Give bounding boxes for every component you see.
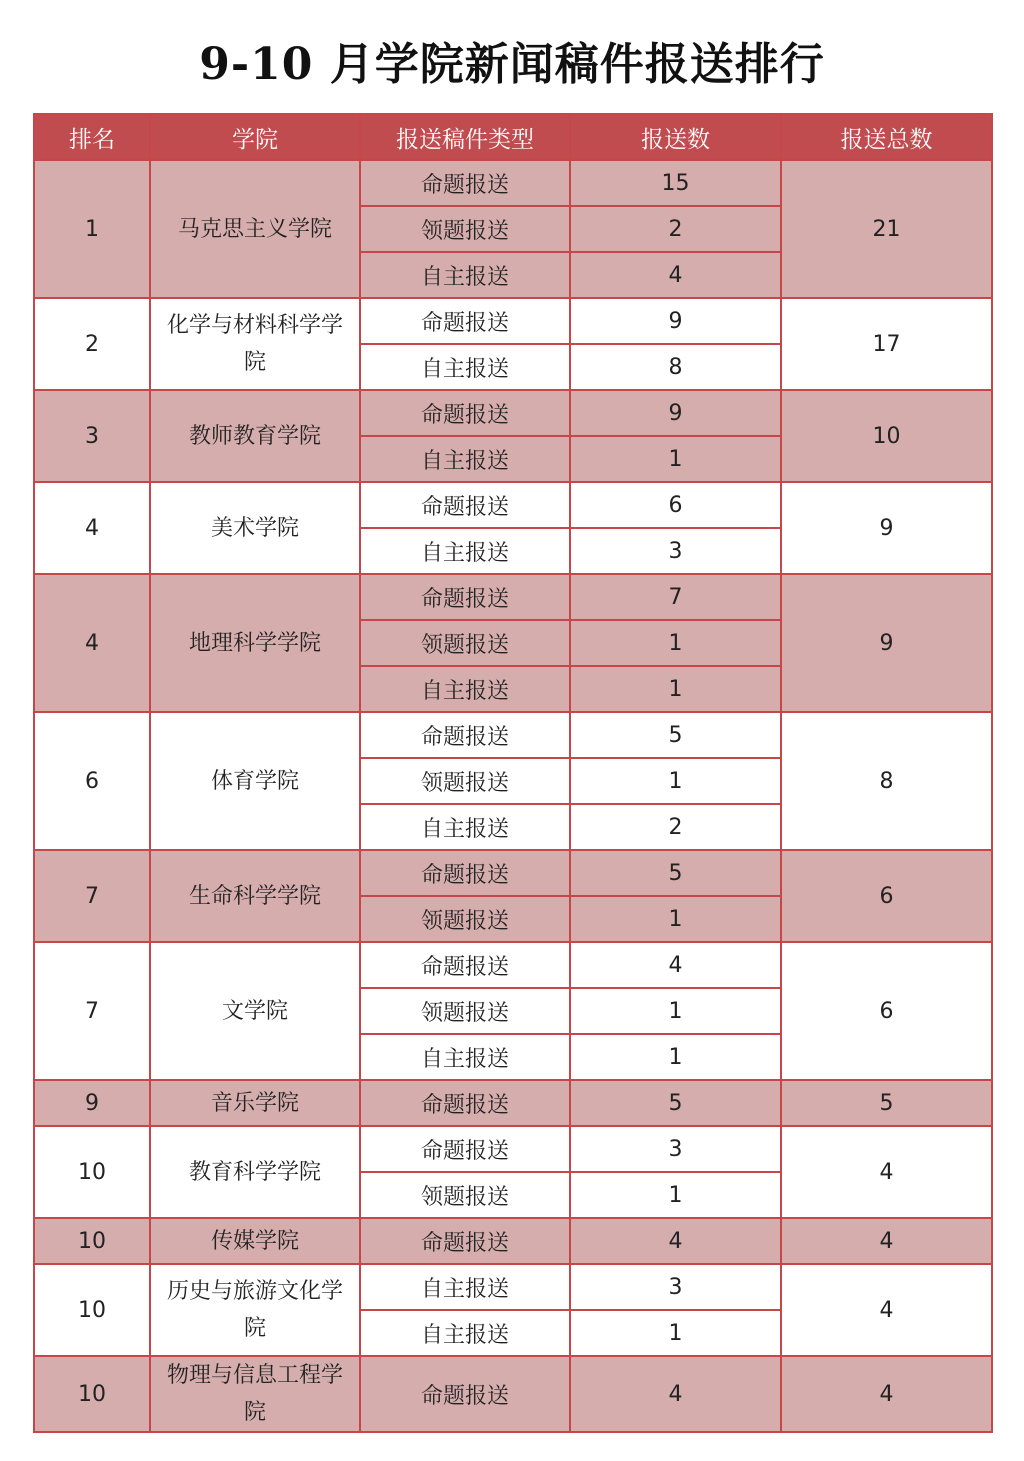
college-cell: 传媒学院 — [150, 1218, 360, 1264]
type-cell: 自主报送 — [360, 1310, 570, 1356]
count-cell: 1 — [570, 620, 781, 666]
total-cell: 4 — [781, 1218, 992, 1264]
type-cell: 领题报送 — [360, 620, 570, 666]
page-title: 9-10 月学院新闻稿件报送排行 — [199, 39, 825, 90]
table-header-row — [34, 114, 992, 160]
header-rank: 排名 — [34, 114, 150, 160]
type-cell: 命题报送 — [360, 850, 570, 896]
table-row — [34, 850, 992, 896]
type-cell: 命题报送 — [360, 1126, 570, 1172]
count-cell: 5 — [570, 712, 781, 758]
table-row — [34, 1218, 992, 1264]
total-cell: 4 — [781, 1126, 992, 1218]
count-cell: 4 — [570, 252, 781, 298]
rank-cell: 7 — [34, 942, 150, 1080]
rank-cell: 1 — [34, 160, 150, 298]
count-cell: 4 — [570, 1356, 781, 1432]
college-cell: 文学院 — [150, 942, 360, 1080]
count-cell: 2 — [570, 206, 781, 252]
type-cell: 领题报送 — [360, 988, 570, 1034]
type-cell: 命题报送 — [360, 712, 570, 758]
count-cell: 1 — [570, 988, 781, 1034]
type-cell: 命题报送 — [360, 1356, 570, 1432]
count-cell: 7 — [570, 574, 781, 620]
college-cell: 体育学院 — [150, 712, 360, 850]
table-row — [34, 160, 992, 206]
type-cell: 领题报送 — [360, 896, 570, 942]
rank-cell: 9 — [34, 1080, 150, 1126]
type-cell: 命题报送 — [360, 390, 570, 436]
count-cell: 4 — [570, 942, 781, 988]
type-cell: 自主报送 — [360, 252, 570, 298]
rank-cell: 10 — [34, 1126, 150, 1218]
rank-cell: 6 — [34, 712, 150, 850]
college-cell: 历史与旅游文化学院 — [150, 1264, 360, 1356]
rank-cell: 10 — [34, 1218, 150, 1264]
table-row — [34, 390, 992, 436]
college-cell: 物理与信息工程学院 — [150, 1356, 360, 1432]
ranking-table — [33, 113, 993, 1433]
rank-cell: 3 — [34, 390, 150, 482]
type-cell: 领题报送 — [360, 1172, 570, 1218]
count-cell: 1 — [570, 1310, 781, 1356]
rank-cell: 4 — [34, 482, 150, 574]
table-row — [34, 1126, 992, 1172]
count-cell: 5 — [570, 1080, 781, 1126]
total-cell: 4 — [781, 1356, 992, 1432]
college-cell: 化学与材料科学学院 — [150, 298, 360, 390]
type-cell: 自主报送 — [360, 528, 570, 574]
count-cell: 1 — [570, 1034, 781, 1080]
total-cell: 10 — [781, 390, 992, 482]
rank-cell: 2 — [34, 298, 150, 390]
type-cell: 命题报送 — [360, 482, 570, 528]
total-cell: 4 — [781, 1264, 992, 1356]
total-cell: 8 — [781, 712, 992, 850]
type-cell: 命题报送 — [360, 1218, 570, 1264]
type-cell: 领题报送 — [360, 206, 570, 252]
college-cell: 地理科学学院 — [150, 574, 360, 712]
type-cell: 自主报送 — [360, 666, 570, 712]
count-cell: 1 — [570, 896, 781, 942]
count-cell: 5 — [570, 850, 781, 896]
count-cell: 9 — [570, 390, 781, 436]
total-cell: 9 — [781, 482, 992, 574]
table-row — [34, 1264, 992, 1310]
table-row — [34, 1356, 992, 1432]
header-count: 报送数 — [570, 114, 781, 160]
rank-cell: 10 — [34, 1356, 150, 1432]
college-cell: 教育科学学院 — [150, 1126, 360, 1218]
count-cell: 6 — [570, 482, 781, 528]
type-cell: 自主报送 — [360, 436, 570, 482]
count-cell: 15 — [570, 160, 781, 206]
table-row — [34, 942, 992, 988]
total-cell: 21 — [781, 160, 992, 298]
type-cell: 命题报送 — [360, 298, 570, 344]
rank-cell: 4 — [34, 574, 150, 712]
header-total: 报送总数 — [781, 114, 992, 160]
college-cell: 美术学院 — [150, 482, 360, 574]
type-cell: 命题报送 — [360, 1080, 570, 1126]
count-cell: 1 — [570, 666, 781, 712]
total-cell: 6 — [781, 942, 992, 1080]
type-cell: 自主报送 — [360, 1264, 570, 1310]
table-body — [34, 160, 992, 1432]
type-cell: 自主报送 — [360, 1034, 570, 1080]
college-cell: 生命科学学院 — [150, 850, 360, 942]
table-row — [34, 574, 992, 620]
count-cell: 1 — [570, 1172, 781, 1218]
header-type: 报送稿件类型 — [360, 114, 570, 160]
count-cell: 1 — [570, 758, 781, 804]
college-cell: 马克思主义学院 — [150, 160, 360, 298]
type-cell: 命题报送 — [360, 160, 570, 206]
count-cell: 3 — [570, 1264, 781, 1310]
type-cell: 自主报送 — [360, 344, 570, 390]
type-cell: 自主报送 — [360, 804, 570, 850]
total-cell: 5 — [781, 1080, 992, 1126]
college-cell: 音乐学院 — [150, 1080, 360, 1126]
count-cell: 3 — [570, 528, 781, 574]
type-cell: 领题报送 — [360, 758, 570, 804]
type-cell: 命题报送 — [360, 574, 570, 620]
count-cell: 2 — [570, 804, 781, 850]
rank-cell: 7 — [34, 850, 150, 942]
total-cell: 9 — [781, 574, 992, 712]
college-cell: 教师教育学院 — [150, 390, 360, 482]
count-cell: 3 — [570, 1126, 781, 1172]
type-cell: 命题报送 — [360, 942, 570, 988]
total-cell: 17 — [781, 298, 992, 390]
count-cell: 9 — [570, 298, 781, 344]
count-cell: 1 — [570, 436, 781, 482]
table-row — [34, 712, 992, 758]
header-college: 学院 — [150, 114, 360, 160]
table-row — [34, 1080, 992, 1126]
count-cell: 8 — [570, 344, 781, 390]
table-row — [34, 482, 992, 528]
count-cell: 4 — [570, 1218, 781, 1264]
total-cell: 6 — [781, 850, 992, 942]
rank-cell: 10 — [34, 1264, 150, 1356]
table-row — [34, 298, 992, 344]
